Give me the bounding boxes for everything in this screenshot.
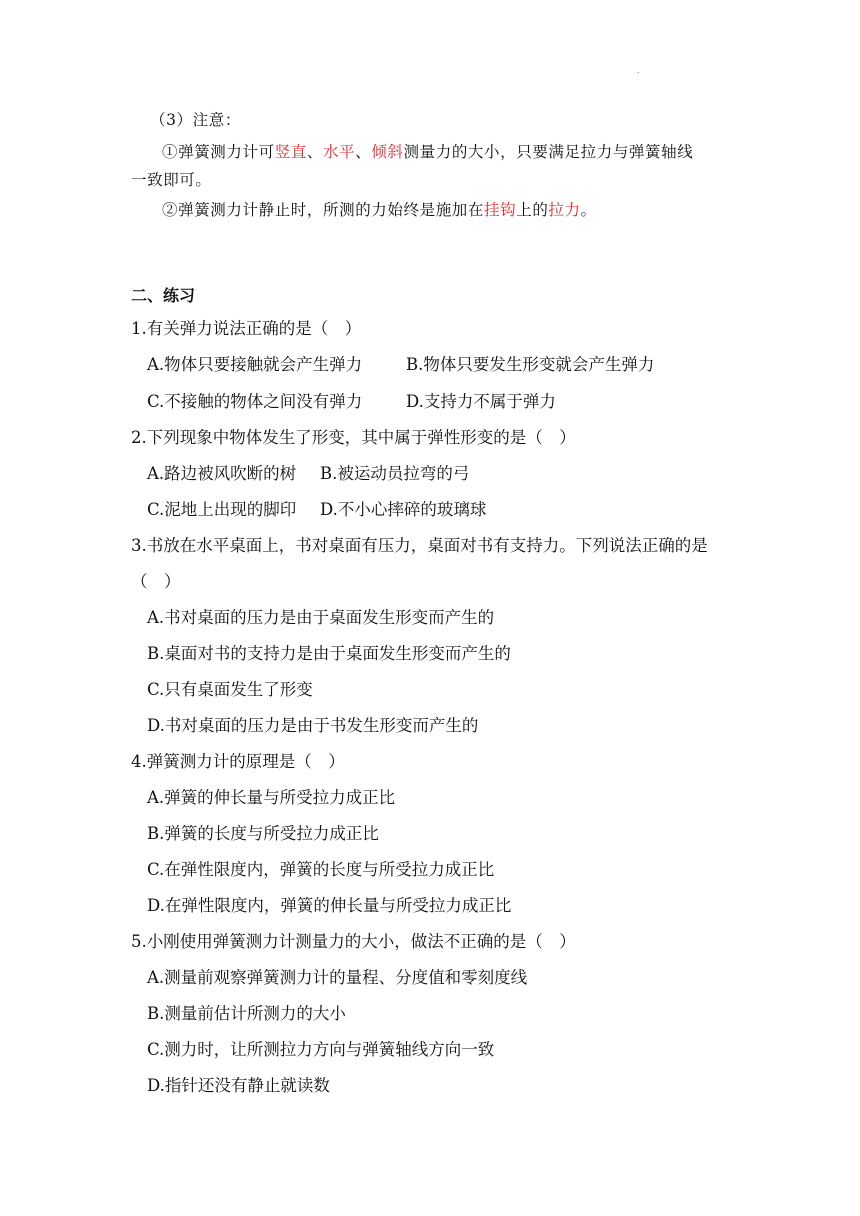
- note-1-suffix: 测量力的大小，只要满足拉力与弹簧轴线: [403, 143, 694, 161]
- question-1-option-b: B.物体只要发生形变就会产生弹力: [406, 355, 655, 374]
- question-5-option-b: B.测量前估计所测力的大小: [147, 1004, 346, 1023]
- note-1-prefix: ①弹簧测力计可: [162, 143, 275, 161]
- note-1-sep-2: 、: [355, 143, 372, 161]
- note-1-sep-1: 、: [306, 143, 324, 161]
- note-1-highlight-tilted: 倾斜: [371, 143, 404, 161]
- question-2-option-b: B.被运动员拉弯的弓: [320, 464, 470, 483]
- question-3-option-c: C.只有桌面发生了形变: [147, 680, 313, 699]
- question-4-option-c: C.在弹性限度内，弹簧的长度与所受拉力成正比: [147, 860, 495, 879]
- question-1-option-a: A.物体只要接触就会产生弹力: [147, 355, 363, 374]
- note-1-highlight-horizontal: 水平: [323, 143, 356, 161]
- question-2-option-d: D.不小心摔碎的玻璃球: [320, 500, 487, 519]
- note-2-suffix: 。: [580, 201, 597, 219]
- question-2-option-c: C.泥地上出现的脚印: [147, 500, 297, 519]
- note-1-highlight-vertical: 竖直: [274, 143, 307, 161]
- note-item-1-continuation: 一致即可。: [131, 171, 212, 189]
- note-2-middle: 上的: [516, 201, 549, 219]
- question-5-option-c: C.测力时，让所测拉力方向与弹簧轴线方向一致: [147, 1040, 495, 1059]
- note-item-1: [162, 140, 693, 164]
- question-1-option-d: D.支持力不属于弹力: [406, 392, 556, 411]
- section-title: 二、练习: [131, 286, 196, 305]
- question-4-option-a: A.弹簧的伸长量与所受拉力成正比: [147, 788, 396, 807]
- question-1-option-c: C.不接触的物体之间没有弹力: [147, 392, 363, 411]
- question-3-option-a: A.书对桌面的压力是由于桌面发生形变而产生的: [147, 608, 495, 627]
- header-mark: .: [637, 66, 640, 75]
- question-4-option-d: D.在弹性限度内，弹簧的伸长量与所受拉力成正比: [147, 896, 512, 915]
- question-4-stem: 4.弹簧测力计的原理是（ ）: [131, 752, 345, 771]
- question-5-option-d: D.指针还没有静止就读数: [147, 1076, 330, 1095]
- question-2-option-a: A.路边被风吹断的树: [147, 464, 297, 483]
- note-item-2: [162, 198, 597, 222]
- question-5-option-a: A.测量前观察弹簧测力计的量程、分度值和零刻度线: [147, 968, 528, 987]
- question-1-stem: 1.有关弹力说法正确的是（ ）: [131, 319, 362, 338]
- question-3-stem: 3.书放在水平桌面上，书对桌面有压力，桌面对书有支持力。下列说法正确的是: [131, 536, 708, 555]
- question-3-option-d: D.书对桌面的压力是由于书发生形变而产生的: [147, 716, 479, 735]
- question-2-stem: 2.下列现象中物体发生了形变，其中属于弹性形变的是（ ）: [131, 428, 576, 447]
- note-2-highlight-hook: 挂钩: [484, 201, 517, 219]
- note-2-prefix: ②弹簧测力计静止时，所测的力始终是施加在: [162, 201, 485, 219]
- question-5-stem: 5.小刚使用弹簧测力计测量力的大小，做法不正确的是（ ）: [131, 932, 576, 951]
- question-4-option-b: B.弹簧的长度与所受拉力成正比: [147, 824, 379, 843]
- question-3-option-b: B.桌面对书的支持力是由于桌面发生形变而产生的: [147, 644, 511, 663]
- question-3-stem-continuation: （ ）: [131, 572, 181, 591]
- note-2-highlight-pull: 拉力: [548, 201, 581, 219]
- note-title: （3）注意：: [150, 111, 241, 129]
